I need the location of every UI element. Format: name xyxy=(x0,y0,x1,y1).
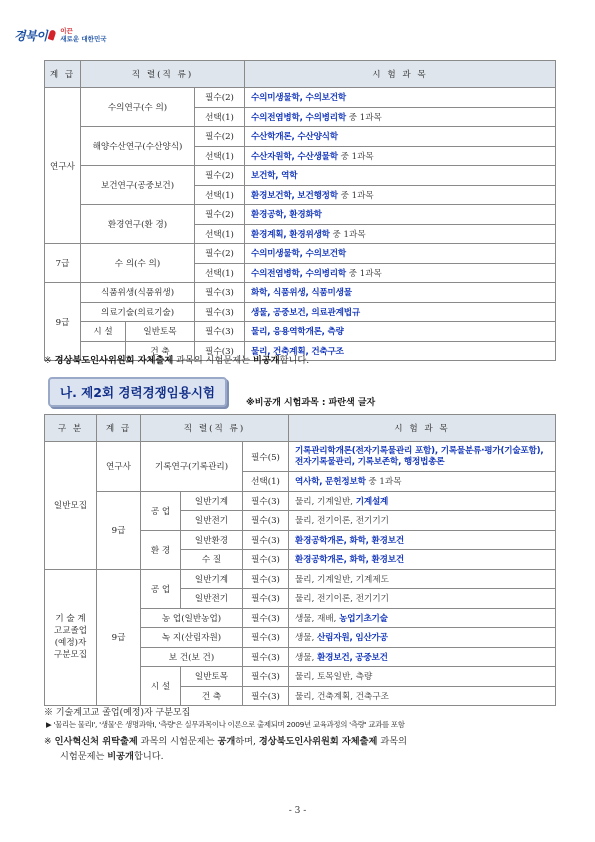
table-header-row xyxy=(45,61,556,88)
field-cell: 공 업 xyxy=(141,569,181,608)
category-cell: 기 술 계 고교졸업 (예정)자 구분모집 xyxy=(45,569,97,706)
subseries-cell: 일반전기 xyxy=(181,511,243,531)
subseries-cell: 일반전기 xyxy=(181,589,243,609)
series-cell: 수 의(수 의) xyxy=(81,244,195,283)
subject-bold: 환경공학개론, 화학, 환경보건 xyxy=(295,555,404,566)
series-cell: 녹 지(산림자원) xyxy=(141,628,243,648)
subject-bold: 보건학, 역학 xyxy=(251,171,298,182)
subject-plain: 물리, 토목일반, 측량 xyxy=(295,672,373,683)
series-cell: 농 업(일반농업) xyxy=(141,608,243,628)
type-cell: 필수(3) xyxy=(243,550,289,570)
subject-cell xyxy=(289,511,556,531)
subject-rest: 중 1과목 xyxy=(337,190,374,201)
col-series: 직 렬(직 류) xyxy=(81,61,245,88)
footnote-3 xyxy=(44,733,407,747)
type-cell: 필수(3) xyxy=(195,283,245,303)
type-cell: 필수(3) xyxy=(243,589,289,609)
subject-cell xyxy=(245,88,556,108)
col-grade: 계 급 xyxy=(45,61,81,88)
subject-cell xyxy=(289,686,556,706)
subject-cell xyxy=(245,166,556,186)
table-row xyxy=(45,244,556,264)
foot-bold-1: 인사혁신처 위탁출제 xyxy=(54,736,138,747)
foot-end: 과목의 xyxy=(377,736,407,747)
subseries-cell: 수 질 xyxy=(181,550,243,570)
table-row xyxy=(45,302,556,322)
subject-rest: 중 1과목 xyxy=(345,112,382,123)
grade-cell: 7급 xyxy=(45,244,81,283)
type-cell: 필수(2) xyxy=(195,244,245,264)
subject-plain: 물리, 기계일반, xyxy=(295,496,356,507)
subject-bold: 수의전염병학, 수의병리학 xyxy=(251,268,346,279)
note-bold-1: 경상북도인사위원회 자체출제 xyxy=(54,355,174,366)
subject-bold: 환경공학개론, 화학, 환경보건 xyxy=(295,535,404,546)
subject-plain: 물리, 기계일반, 기계제도 xyxy=(295,574,389,585)
category-cell: 일반모집 xyxy=(45,442,97,570)
subject-cell xyxy=(245,224,556,244)
section-2-note: ※비공개 시험과목 : 파란색 글자 xyxy=(246,398,376,408)
type-cell: 선택(1) xyxy=(195,107,245,127)
type-cell: 필수(3) xyxy=(243,530,289,550)
type-cell: 필수(3) xyxy=(195,302,245,322)
foot-l4-bold: 비공개 xyxy=(107,751,134,762)
grade-cell: 연구사 xyxy=(45,88,81,244)
table-row xyxy=(45,88,556,108)
logo-tagline xyxy=(60,27,106,43)
subject-bold: 환경보건, 공중보건 xyxy=(317,652,388,663)
series-cell: 식품위생(식품위생) xyxy=(81,283,195,303)
subseries-cell: 일반기계 xyxy=(181,491,243,511)
subject-cell xyxy=(289,491,556,511)
foot-l4-end: 합니다. xyxy=(133,751,164,762)
subject-bold: 수산학개론, 수산양식학 xyxy=(251,132,338,143)
subject-bold: 기록관리학개론(전자기록물관리 포함), 기록물분류·평가(기술포함), 전자기록물관리, 기록보존학, 행정법총론 xyxy=(295,445,544,467)
note-prefix: ※ xyxy=(44,355,55,366)
subject-plain: 물리, 전기이론, 전기기기 xyxy=(295,516,389,527)
col-series: 직 렬(직 류) xyxy=(141,415,289,442)
grade-cell: 9급 xyxy=(97,569,141,706)
subject-cell xyxy=(289,647,556,667)
foot-prefix: ※ xyxy=(44,736,55,747)
type-cell: 필수(3) xyxy=(243,667,289,687)
subject-cell xyxy=(245,127,556,147)
logo-tag-line2: 새로운 대한민국 xyxy=(60,35,107,43)
series-cell: 환경연구(환 경) xyxy=(81,205,195,244)
subject-bold: 수산자원학, 수산생물학 xyxy=(251,151,338,162)
subject-bold: 산림자원, 임산가공 xyxy=(317,633,388,644)
type-cell: 필수(3) xyxy=(195,322,245,342)
type-cell: 필수(3) xyxy=(243,647,289,667)
subject-cell xyxy=(289,608,556,628)
subject-cell xyxy=(245,283,556,303)
type-cell: 필수(3) xyxy=(243,511,289,531)
subject-bold: 환경보건학, 보건행정학 xyxy=(251,190,338,201)
subject-plain: 물리, 건축계획, 건축구조 xyxy=(295,691,389,702)
field-cell: 공 업 xyxy=(141,491,181,530)
type-cell: 필수(2) xyxy=(195,127,245,147)
series-cell: 해양수산연구(수산양식) xyxy=(81,127,195,166)
type-cell: 필수(2) xyxy=(195,166,245,186)
subject-cell xyxy=(289,530,556,550)
col-subjects: 시 험 과 목 xyxy=(245,61,556,88)
foot-bold-3: 경상북도인사위원회 자체출제 xyxy=(258,736,378,747)
grade-cell: 연구사 xyxy=(97,442,141,492)
logo-mark-icon xyxy=(48,28,57,42)
subject-cell xyxy=(245,107,556,127)
subseries-cell: 건 축 xyxy=(181,686,243,706)
col-subjects: 시 험 과 목 xyxy=(289,415,556,442)
page-number: - 3 - xyxy=(288,806,307,816)
foot-mid: 과목의 시험문제는 xyxy=(137,736,218,747)
table-row xyxy=(45,127,556,147)
table-row xyxy=(45,491,556,511)
type-cell: 필수(2) xyxy=(195,205,245,225)
field-cell: 시 설 xyxy=(141,667,181,706)
gyeongbuk-logo xyxy=(14,24,107,46)
series-cell xyxy=(81,322,195,342)
subject-bold: 수의전염병학, 수의병리학 xyxy=(251,112,346,123)
subject-plain: 생물, xyxy=(295,633,318,644)
note-1 xyxy=(44,352,309,366)
subject-bold: 생물, 공중보건, 의료관계법규 xyxy=(251,307,360,318)
type-cell: 필수(3) xyxy=(243,569,289,589)
subject-cell xyxy=(289,628,556,648)
subject-rest: 중 1과목 xyxy=(365,477,402,488)
subseries-cell: 일반기계 xyxy=(181,569,243,589)
series-cell: 의료기술(의료기술) xyxy=(81,302,195,322)
subject-bold: 물리, 응용역학개론, 측량 xyxy=(251,327,344,338)
subject-bold: 역사학, 문헌정보학 xyxy=(295,477,366,488)
foot-mid-2: 하며, xyxy=(235,736,259,747)
exam-subjects-table-1 xyxy=(44,60,556,361)
series-cell: 수의연구(수 의) xyxy=(81,88,195,127)
subject-bold: 환경공학, 환경화학 xyxy=(251,210,322,221)
subject-cell xyxy=(289,569,556,589)
subject-bold: 농업기초기술 xyxy=(339,613,388,624)
subseries-label: 일반토목 xyxy=(143,327,177,338)
section-2-title: 나. 제2회 경력경쟁임용시험 xyxy=(48,377,227,407)
type-cell: 필수(3) xyxy=(243,628,289,648)
grade-cell: 9급 xyxy=(97,491,141,569)
logo-script: 경북이 xyxy=(14,28,48,43)
logo-tag-line1: 이끈 xyxy=(60,27,73,35)
table-row xyxy=(45,283,556,303)
subject-rest: 중 1과목 xyxy=(337,151,374,162)
subject-cell xyxy=(289,472,556,492)
table-header-row xyxy=(45,415,556,442)
type-cell: 필수(3) xyxy=(243,686,289,706)
subject-bold: 수의미생물학, 수의보건학 xyxy=(251,93,346,104)
type-cell: 선택(1) xyxy=(195,224,245,244)
type-cell: 필수(3) xyxy=(243,491,289,511)
foot-bold-2: 공개 xyxy=(217,736,236,747)
type-cell: 선택(1) xyxy=(195,263,245,283)
subject-rest: 중 1과목 xyxy=(345,268,382,279)
subject-bold: 환경계획, 환경위생학 xyxy=(251,229,330,240)
note-end: 합니다. xyxy=(279,355,310,366)
subseries-label: 건 축 xyxy=(150,346,170,357)
subject-plain: 물리, 전기이론, 전기기기 xyxy=(295,594,389,605)
subject-cell xyxy=(245,322,556,342)
subject-cell xyxy=(245,146,556,166)
type-cell: 선택(1) xyxy=(243,472,289,492)
subseries-cell: 일반환경 xyxy=(181,530,243,550)
subject-cell xyxy=(289,550,556,570)
note-mid: 과목의 시험문제는 xyxy=(173,355,253,366)
type-cell: 필수(3) xyxy=(195,341,245,361)
exam-subjects-table-2 xyxy=(44,414,556,706)
table-row xyxy=(45,166,556,186)
subject-plain: 생물, 재배, xyxy=(295,613,340,624)
footnote-2: ▶ '물리는 물리Ⅰ', '생물'은 생명과학Ⅰ, '측량'은 실무과목이나 이론으로 출제되며 2009년 교육과정의 '측량' 교과를 포함 xyxy=(46,720,405,729)
subject-plain: 생물, xyxy=(295,652,318,663)
subject-bold: 화학, 식품위생, 식품미생물 xyxy=(251,288,352,299)
subject-bold: 물리, 건축계획, 건축구조 xyxy=(251,346,344,357)
col-category: 구 분 xyxy=(45,415,97,442)
type-cell: 필수(5) xyxy=(243,442,289,472)
subject-cell xyxy=(289,589,556,609)
subject-cell xyxy=(289,667,556,687)
subject-rest: 중 1과목 xyxy=(329,229,366,240)
table-row xyxy=(45,205,556,225)
col-grade: 계 급 xyxy=(97,415,141,442)
grade-cell: 9급 xyxy=(45,283,81,361)
type-cell: 필수(3) xyxy=(243,608,289,628)
footnote-4 xyxy=(60,748,163,762)
table-row xyxy=(45,569,556,589)
footnote-1: ※ 기술계고교 졸업(예정)자 구분모집 xyxy=(44,708,191,718)
foot-l4-pre: 시험문제는 xyxy=(60,751,108,762)
table-row xyxy=(45,322,556,342)
table-row xyxy=(45,442,556,472)
type-cell: 선택(1) xyxy=(195,185,245,205)
subseries-cell: 일반토목 xyxy=(181,667,243,687)
series-cell: 기록연구(기록관리) xyxy=(141,442,243,492)
subject-cell xyxy=(245,205,556,225)
subject-bold: 수의미생물학, 수의보건학 xyxy=(251,249,346,260)
subject-cell xyxy=(289,442,556,472)
subject-cell xyxy=(245,244,556,264)
field-cell: 환 경 xyxy=(141,530,181,569)
subject-cell xyxy=(245,302,556,322)
series-cell: 보건연구(공중보건) xyxy=(81,166,195,205)
subject-cell xyxy=(245,263,556,283)
series-cell: 보 건(보 건) xyxy=(141,647,243,667)
note-bold-2: 비공개 xyxy=(252,355,280,366)
type-cell: 선택(1) xyxy=(195,146,245,166)
type-cell: 필수(2) xyxy=(195,88,245,108)
subject-cell xyxy=(245,185,556,205)
subject-bold: 기계설계 xyxy=(355,496,389,507)
facility-label: 시 설 xyxy=(81,322,126,341)
